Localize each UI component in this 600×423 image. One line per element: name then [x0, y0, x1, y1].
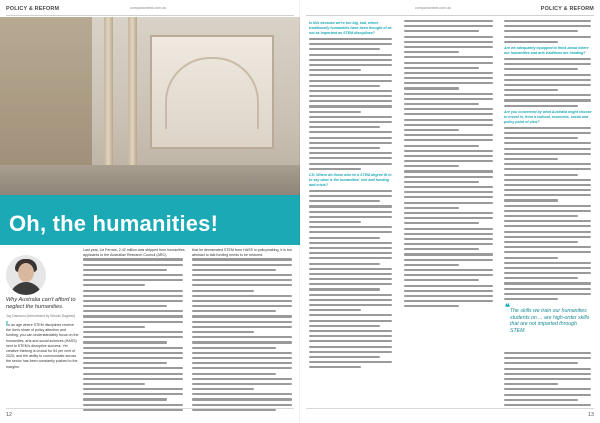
section-label: POLICY & REFORM: [6, 6, 60, 12]
hero-floor: [0, 165, 300, 195]
right-page: [300, 0, 600, 423]
header-rule: [306, 15, 594, 16]
site-url: companiontext.com.au: [415, 6, 452, 10]
author-face: [18, 263, 34, 282]
pull-quote: The skills we train our humanities students on ... are high-order skills that are not imparted through STEM.: [510, 308, 590, 334]
site-url: companiontext.com.au: [130, 6, 167, 10]
question-4: Are you concerned by what Australia might choose to invest in, from a cultural, economic, social and policy point of view?: [504, 109, 592, 124]
body-column-1: [309, 20, 395, 371]
section-label: POLICY & REFORM: [540, 6, 594, 12]
intro-paragraph: [6, 322, 79, 370]
drop-cap: I: [6, 321, 8, 328]
question-2: CS: Where do those who've a STEM degree fit in to say what is the humanities' role and funding and crisis?: [309, 172, 392, 187]
body-column-3: [504, 20, 594, 303]
page-number: 12: [6, 412, 12, 418]
col2-lead: Last year, Liz Ferrars, 2.42 million was stripped from humanities applicants to the Australian Research Council (ARC).: [83, 248, 185, 258]
author-body: [10, 282, 42, 295]
byline: Joy Damousi (interviewed by Woods Dagless): [6, 314, 76, 318]
col3-lead: that he demarcated STEM from HASS in policymaking, it is too abstract to talk funding needs to be restored.: [192, 248, 292, 258]
body-column-2: [404, 20, 496, 311]
footer-rule: [6, 408, 294, 409]
intro-text: n an age where STEM disciplines receive the lion's share of policy attention and funding, you can understandably focus on the humanities, arts and social sciences (HASS) next to STEM's disruptive success. Yet creative thinking is crucial for 54 per cent of 2025, and the ability to communicate across the sector has been constantly pushed to the margins.: [6, 323, 79, 369]
footer-rule: [306, 408, 594, 409]
body-column-3: [192, 248, 295, 414]
page-number: 13: [588, 412, 594, 418]
author-avatar: [6, 255, 46, 295]
standfirst: Why Australia can't afford to neglect the humanities.: [6, 297, 76, 310]
body-column-2: [83, 248, 186, 414]
header-rule: [6, 15, 294, 16]
quote-mark-icon: ❝: [505, 302, 510, 312]
question-3: Are we adequately equipped to think about where our humanities and arts traditions are heading?: [504, 45, 589, 55]
hero-image: [0, 17, 300, 195]
body-column-3-continued: [504, 352, 594, 409]
page-title: Oh, the humanities!: [9, 211, 219, 236]
question-1: Is this because we're too big, sad, where traditionally humanities have been thought of as not as important as STEM disciplines?: [309, 21, 392, 35]
